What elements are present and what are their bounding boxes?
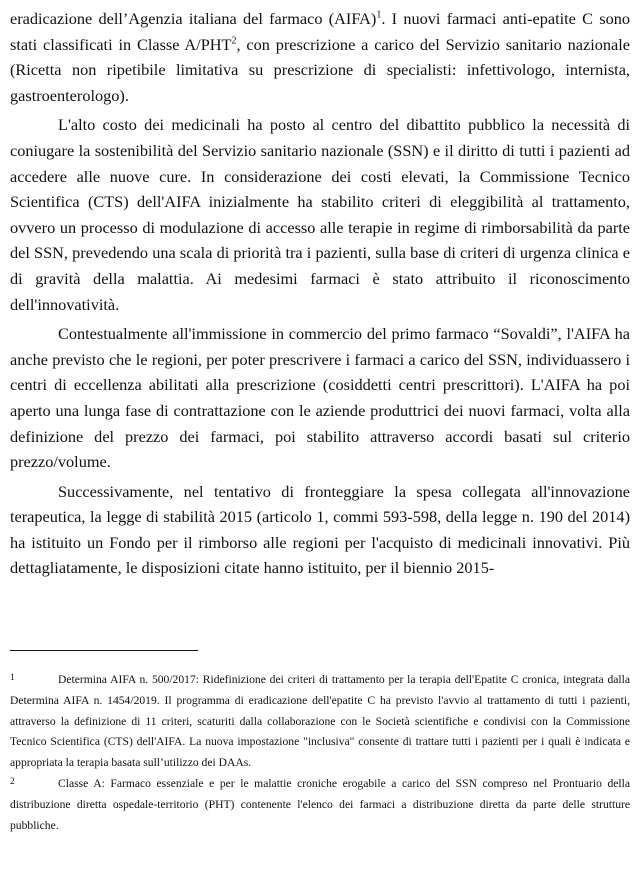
footnote-1 xyxy=(10,670,630,774)
paragraph-4: Successivamente, nel tentativo di fronteggiare la spesa collegata all'innovazione terapeutica, la legge di stabilità 2015 (articolo 1, commi 593-598, della legge n. 190 del 2014) ha istituito un Fondo per il rimborso alle regioni per l'acquisto di medicinali innovativi. Più dettagliatamente, le disposizioni citate hanno istituito, per il biennio 2015- xyxy=(10,481,630,578)
footnote-text-2: Classe A: Farmaco essenziale e per le malattie croniche erogabile a carico del SSN compreso nel Prontuario della distribuzione diretta ospedale-territorio (PHT) contenente l'elenco dei farmaci a distribuzione diretta da parte delle strutture pubbliche. xyxy=(10,776,630,832)
paragraph-3: Contestualmente all'immissione in commercio del primo farmaco “Sovaldi”, l'AIFA ha anche previsto che le regioni, per poter prescrivere i farmaci a carico del SSN, individuassero i centri di eccellenza abilitati alla prescrizione (cosiddetti centri prescrittori). L'AIFA ha poi aperto una lunga fase di contrattazione con le aziende produttrici dei nuovi farmaci, volta alla definizione del prezzo dei farmaci, poi stabilito attraverso accordi basati sul criterio prezzo/volume. xyxy=(10,324,630,472)
footnotes xyxy=(10,670,630,836)
paragraph-1-text-after: , con prescrizione a carico del Servizio sanitario nazionale (Ricetta non ripetibile limitativa su prescrizione di specialisti: infettivologo, internista, gastroenterologo). xyxy=(10,34,630,105)
footnote-2 xyxy=(10,774,630,836)
paragraph-1-text-before: eradicazione dell’Agenzia italiana del farmaco (AIFA) xyxy=(10,9,377,28)
footnote-ref-1: 1 xyxy=(376,9,382,21)
paragraph-1 xyxy=(10,6,630,108)
body-text xyxy=(10,6,630,581)
footnote-number-2: 2 xyxy=(10,776,15,787)
paragraph-2: L'alto costo dei medicinali ha posto al centro del dibattito pubblico la necessità di coniugare la sostenibilità del Servizio sanitario nazionale (SSN) e il diritto di tutti i pazienti ad accedere alle nuove cure. In considerazione dei costi elevati, la Commissione Tecnico Scientifica (CTS) dell'AIFA inizialmente ha stabilito criteri di eleggibilità al trattamento, ovvero un processo di modulazione di accesso alle terapie in regime di rimborsabilità da parte del SSN, prevedendo una scala di priorità tra i pazienti, sulla base di criteri di urgenza clinica e di gravità della malattia. Ai medesimi farmaci è stato attribuito il riconoscimento dell'innovatività. xyxy=(10,115,630,314)
footnote-ref-2: 2 xyxy=(231,35,237,47)
footnote-number-1: 1 xyxy=(10,673,15,683)
footnote-separator xyxy=(10,650,198,651)
document-page xyxy=(10,0,630,585)
paragraph-1-text-middle: . I nuovi farmaci anti-epatite C sono stati classificati in Classe A/PHT xyxy=(10,9,631,54)
footnote-text-1: Determina AIFA n. 500/2017: Ridefinizione dei criteri di trattamento per la terapia dell'Epatite C cronica, integrata dalla Determina AIFA n. 1454/2019. Il programma di eradicazione dell'epatite C ha previsto l'avvio al trattamento di tutti i pazienti, attraverso la definizione di 11 criteri, scaturiti dalla collaborazione con le Società scientifiche e condivisi con la Commissione Tecnico Scientifica (CTS) dell'AIFA. La nuova impostazione "inclusiva" consente di trattare tutti i pazienti per i quali è indicata e appropriata la terapia basata sull’utilizzo dei DAAs. xyxy=(10,673,630,770)
